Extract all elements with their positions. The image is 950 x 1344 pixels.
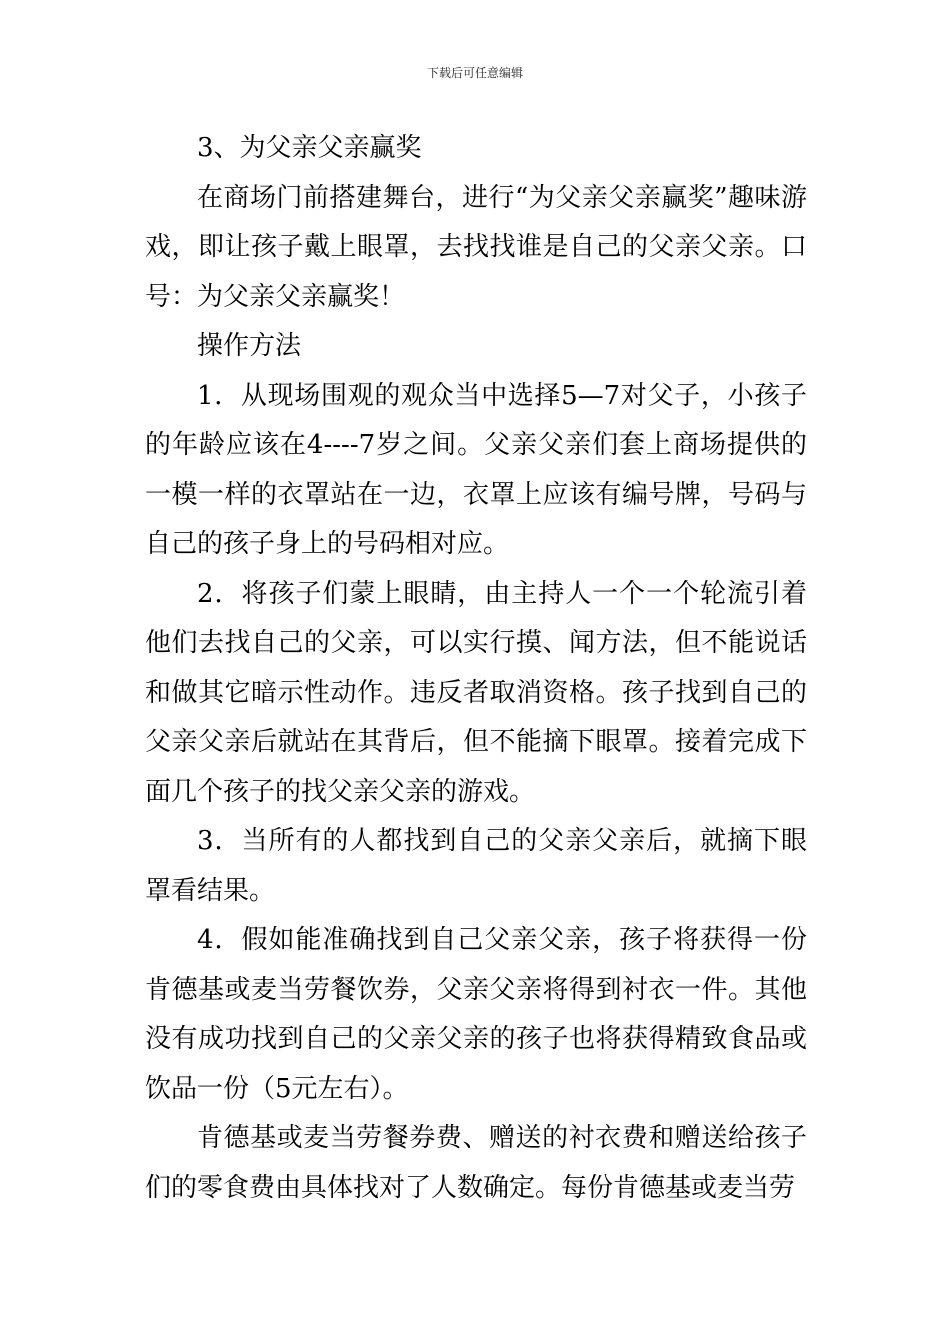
paragraph-step-3: 3．当所有的人都找到自己的父亲父亲后，就摘下眼罩看结果。 (145, 826, 807, 906)
paragraph-step-4: 4．假如能准确找到自己父亲父亲，孩子将获得一份肯德基或麦当劳餐饮券，父亲父亲将得到衬衣一件。其他没有成功找到自己的父亲父亲的孩子也将获得精致食品或饮品一份（5元左右）。 (145, 925, 807, 1104)
document-body (145, 124, 807, 1213)
section-title: 3、为父亲父亲赢奖 (197, 133, 422, 163)
paragraph-step-1: 1．从现场围观的观众当中选择5—7对父子，小孩子的年龄应该在4----7岁之间。父亲父亲们套上商场提供的一模一样的衣罩站在一边，衣罩上应该有编号牌，号码与自己的孩子身上的号码相对应。 (145, 380, 807, 559)
paragraph-step-2: 2．将孩子们蒙上眼睛，由主持人一个一个轮流引着他们去找自己的父亲，可以实行摸、闻方法，但不能说话和做其它暗示性动作。违反者取消资格。孩子找到自己的父亲父亲后就站在其背后，但不能摘下眼罩。接着完成下面几个孩子的找父亲父亲的游戏。 (145, 578, 807, 807)
paragraph-cost: 肯德基或麦当劳餐券费、赠送的衬衣费和赠送给孩子们的零食费由具体找对了人数确定。每份肯德基或麦当劳 (145, 1123, 807, 1203)
paragraph-intro: 在商场门前搭建舞台，进行“为父亲父亲赢奖”趣味游戏，即让孩子戴上眼罩，去找找谁是自己的父亲父亲。口号：为父亲父亲赢奖！ (145, 182, 807, 312)
paragraph-method-heading: 操作方法 (197, 331, 302, 361)
page-header: 下载后可任意编辑 (426, 66, 523, 80)
